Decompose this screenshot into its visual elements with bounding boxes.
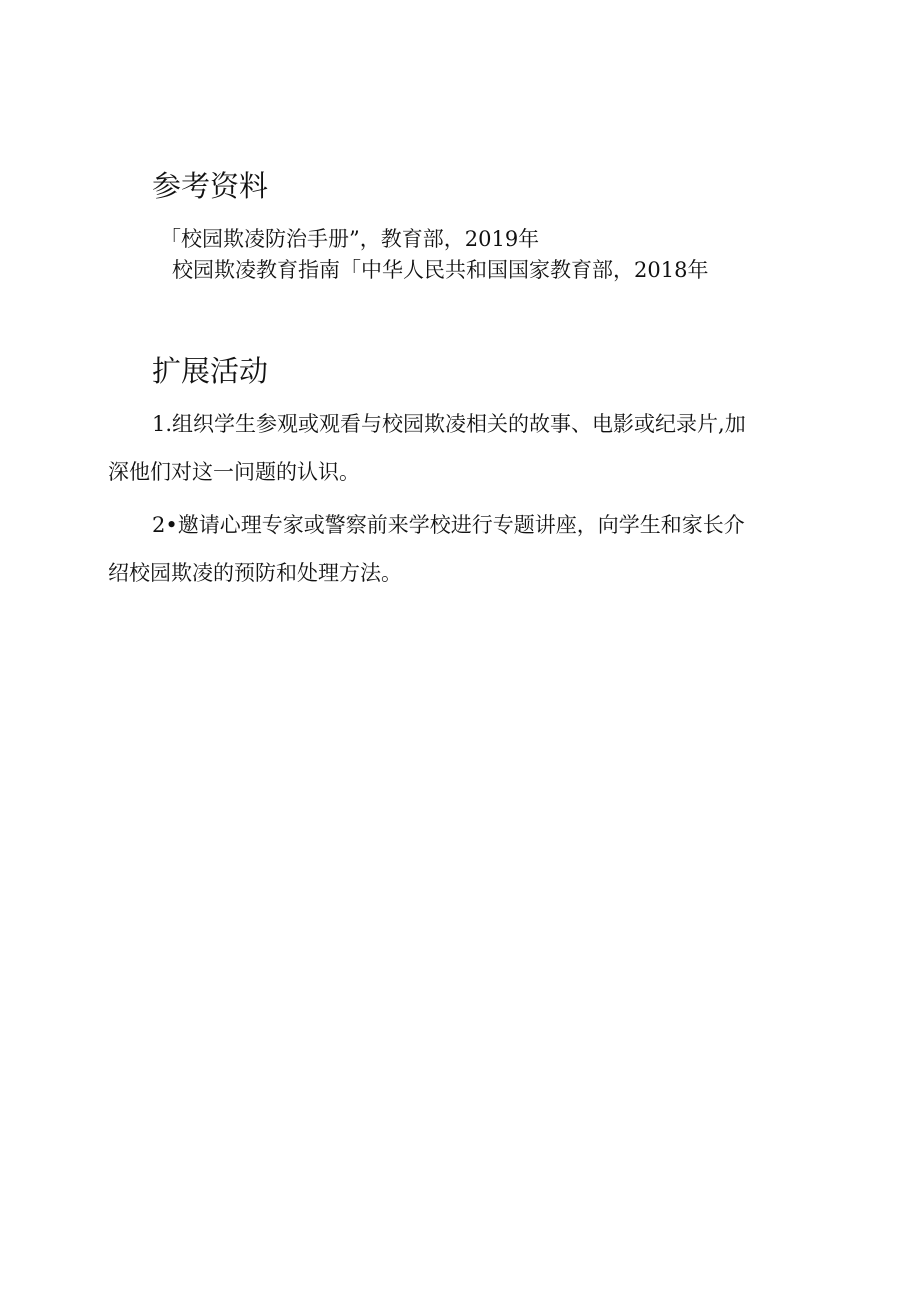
activity-item-1-line-1: 1.组织学生参观或观看与校园欺凌相关的故事、电影或纪录片,加 [152,412,746,436]
references-heading: 参考资料 [152,169,269,203]
activity-item-1-line-2: 深他们对这一问题的认识。 [108,460,360,484]
activity-item-2-line-1: 2•邀请心理专家或警察前来学校进行专题讲座，向学生和家长介 [152,513,745,537]
reference-item: 「校园欺凌防治手册”，教育部，2019年 [160,227,540,251]
activities-heading: 扩展活动 [152,354,269,388]
reference-item: 校园欺凌教育指南「中华人民共和国国家教育部，2018年 [172,258,709,282]
activity-item-2-line-2: 绍校园欺凌的预防和处理方法。 [108,561,402,585]
